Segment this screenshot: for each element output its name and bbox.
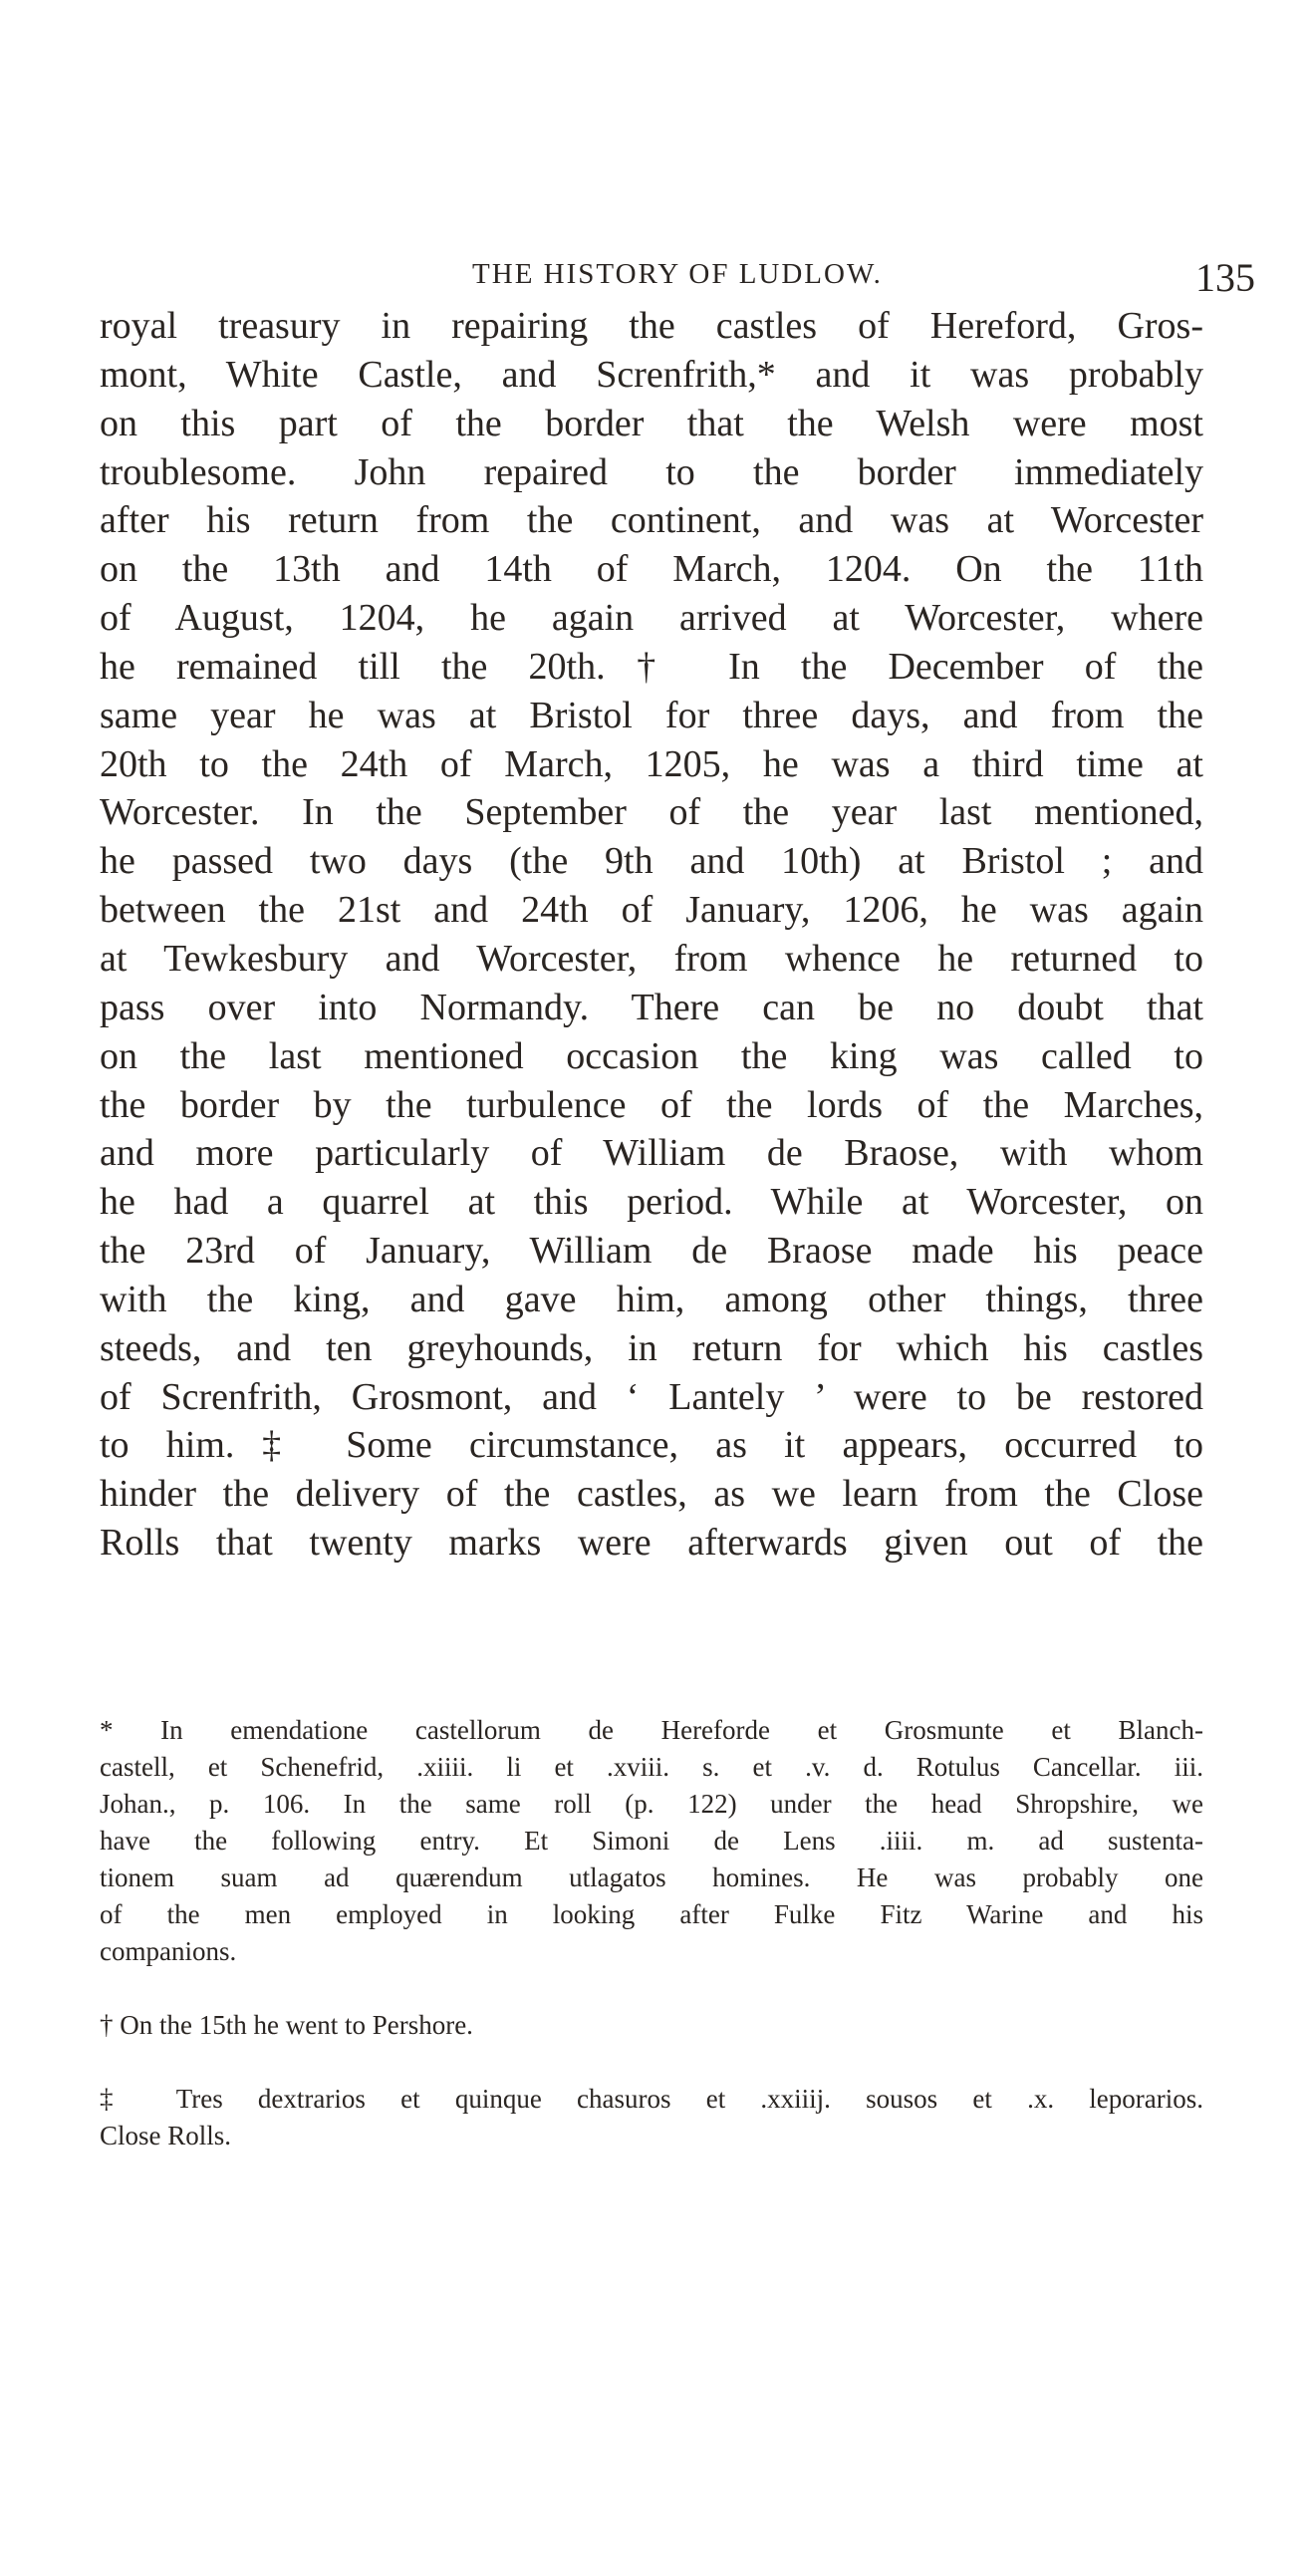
footnote-dagger <box>100 2007 1203 2044</box>
body-line: at Tewkesbury and Worcester, from whence he returned to <box>100 937 1203 980</box>
footnote-line: of the men employed in looking after Fulke Fitz Warine and his <box>100 1899 1203 1929</box>
body-line: of August, 1204, he again arrived at Worcester, where <box>100 597 1203 640</box>
running-head <box>100 254 1255 304</box>
body-line: he had a quarrel at this period. While at Worcester, on <box>100 1181 1203 1224</box>
footnote-line: have the following entry. Et Simoni de Lens .iiii. m. ad sustenta- <box>100 1826 1203 1856</box>
body-line: pass over into Normandy. There can be no doubt that <box>100 986 1203 1028</box>
footnote-line: Close Rolls. <box>100 2121 232 2150</box>
body-line: after his return from the continent, and was at Worcester <box>100 499 1203 542</box>
body-line: on the 13th and 14th of March, 1204. On the 11th <box>100 548 1203 591</box>
footnote-line: Johan., p. 106. In the same roll (p. 122) under the head Shropshire, we <box>100 1789 1203 1819</box>
footnote-line: companions. <box>100 1936 237 1966</box>
body-line: he passed two days (the 9th and 10th) at Bristol ; and <box>100 840 1203 883</box>
footnotes <box>100 1712 1203 2154</box>
body-line: and more particularly of William de Braose, with whom <box>100 1132 1203 1175</box>
body-line: troublesome. John repaired to the border immediately <box>100 450 1203 493</box>
body-line: between the 21st and 24th of January, 1206, he was again <box>100 889 1203 932</box>
footnote-line: tionem suam ad quærendum utlagatos homines. He was probably one <box>100 1862 1203 1892</box>
body-line: steeds, and ten greyhounds, in return for which his castles <box>100 1326 1203 1369</box>
body-line: 20th to the 24th of March, 1205, he was a third time at <box>100 742 1203 785</box>
page-number: 135 <box>1195 255 1255 300</box>
body-line: of Screnfrith, Grosmont, and ‘ Lantely ’ were to be restored <box>100 1375 1203 1418</box>
footnote-line: † On the 15th he went to Pershore. <box>100 2010 473 2040</box>
body-line: Worcester. In the September of the year last mentioned, <box>100 791 1203 834</box>
footnote-line: ‡ Tres dextrarios et quinque chasuros et .xxiiij. sousos et .x. leporarios. <box>100 2084 1203 2114</box>
body-line: the 23rd of January, William de Braose made his peace <box>100 1230 1203 1273</box>
footnote-double-dagger <box>100 2081 1203 2154</box>
body-line: same year he was at Bristol for three days, and from the <box>100 694 1203 736</box>
footnote-line: castell, et Schenefrid, .xiiii. li et .xviii. s. et .v. d. Rotulus Cancellar. iii. <box>100 1752 1203 1782</box>
body-line: on this part of the border that the Welsh were most <box>100 402 1203 444</box>
body-line: the border by the turbulence of the lords of the Marches, <box>100 1083 1203 1126</box>
body-line: he remained till the 20th.† In the December of the <box>100 645 1203 688</box>
body-line: royal treasury in repairing the castles of Hereford, Gros- <box>100 305 1203 347</box>
body-line: to him.‡ Some circumstance, as it appears, occurred to <box>100 1424 1203 1467</box>
footnote-asterisk <box>100 1712 1203 1970</box>
footnote-line: * In emendatione castellorum de Hereforde et Grosmunte et Blanch- <box>100 1715 1203 1745</box>
body-line: Rolls that twenty marks were afterwards given out of the <box>100 1522 1203 1565</box>
body-line: with the king, and gave him, among other things, three <box>100 1278 1203 1320</box>
body-paragraph <box>100 302 1203 1568</box>
body-line: on the last mentioned occasion the king was called to <box>100 1034 1203 1077</box>
running-title: THE HISTORY OF LUDLOW. <box>472 258 883 290</box>
body-line: mont, White Castle, and Screnfrith,* and it was probably <box>100 353 1203 396</box>
body-line: hinder the delivery of the castles, as we learn from the Close <box>100 1473 1203 1516</box>
